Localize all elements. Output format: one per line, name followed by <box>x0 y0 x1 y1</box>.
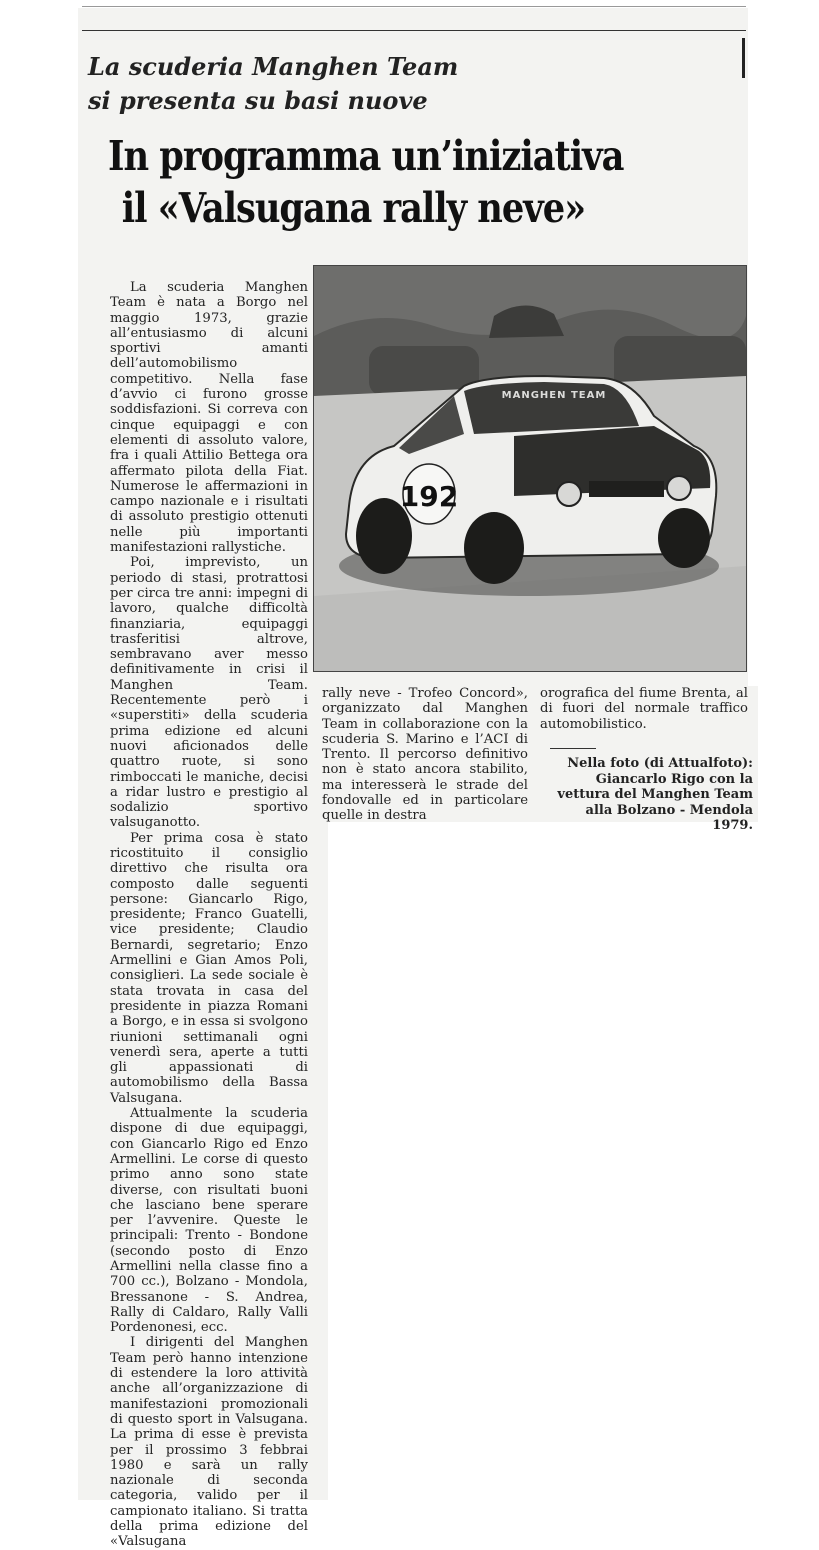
headline-line-1: In programma un’iniziativa <box>108 132 624 180</box>
clipping-edge-rule <box>82 6 746 7</box>
top-rule <box>82 30 746 31</box>
article-paragraph: Per prima cosa è stato ricostituito il consiglio direttivo che risulta ora composto dalle seguenti persone: Giancarlo Rigo, presidente; Franco Guatelli, vice presidente; Claudio Bernardi, segretario; Enzo Armellini e Gian Amos Poli, consiglieri. La sede sociale è stata trovata in casa del presidente in piazza Romani a Borgo, e in essa si svolgono riunioni settimanali ogni venerdì sera, aperte a tutti gli appassionati di automobilismo della Bassa Valsugana. <box>110 830 308 1106</box>
article-paragraph: rally neve - Trofeo Concord», organizzato dal Manghen Team in collaborazione con la scuderia S. Marino e l’ACI di Trento. Il percorso definitivo non è stato ancora stabilito, ma interesserà le strade del fondovalle ed in particolare quelle in destra <box>322 686 528 824</box>
edge-mark <box>742 38 745 78</box>
headline-line-2: il «Valsugana rally neve» <box>121 184 586 232</box>
article-paragraph: I dirigenti del Manghen Team però hanno intenzione di estendere la loro attività anche all’organizzazione di manifestazioni promozionali di questo sport in Valsugana. La prima di esse è prevista per il prossimo 3 febbrai 1980 e sarà un rally nazionale di seconda categoria, valido per il campionato italiano. Si tratta della prima edizione del «Valsugana <box>110 1335 308 1550</box>
article-paragraph: Poi, imprevisto, un periodo di stasi, protrattosi per circa tre anni: impegni di lavoro, qualche difficoltà finanziaria, equipaggi trasferitisi altrove, sembravano aver messo definitivamente in crisi il Manghen Team. Recentemente però i «superstiti» della scuderia prima edizione ed alcuni nuovi aficionados delle quattro ruote, si sono rimboccati le maniche, decisi a ridar lustro e prestigio al sodalizio sportivo valsuganotto. <box>110 555 308 831</box>
article-paragraph: orografica del fiume Brenta, al di fuori del normale traffico automobilistico. <box>540 686 748 732</box>
kicker-line-2: si presenta su basi nuove <box>88 86 428 115</box>
kicker <box>88 50 688 118</box>
rally-car-illustration <box>314 266 746 671</box>
kicker-line-1: La scuderia Manghen Team <box>88 52 459 81</box>
rally-car-photo <box>313 265 747 672</box>
photo-caption: Nella foto (di Attualfoto): Giancarlo Rigo con la vettura del Manghen Team alla Bolzano - Mendola 1979. <box>557 756 753 833</box>
article-paragraph: La scuderia Manghen Team è nata a Borgo nel maggio 1973, grazie all’entusiasmo di alcuni sportivi amanti dell’automobilismo competitivo. Nella fase d’avvio ci furono grosse soddisfazioni. Si correva con cinque equipaggi e con elementi di assoluto valore, fra i quali Attilio Bettega ora affermato pilota della Fiat. Numerose le affermazioni in campo nazionale e i risultati di assoluto prestigio ottenuti nelle più importanti manifestazioni rallystiche. <box>110 280 308 556</box>
article-column-1 <box>110 280 308 1550</box>
article-column-2 <box>322 686 528 824</box>
windshield-banner: MANGHEN TEAM <box>501 390 607 401</box>
article-paragraph: Attualmente la scuderia dispone di due equipaggi, con Giancarlo Rigo ed Enzo Armellini. Le corse di questo primo anno sono state diverse, con risultati buoni che lasciano bene sperare per l’avvenire. Queste le principali: Trento - Bondone (secondo posto di Enzo Armellini nella classe fino a 700 cc.), Bolzano - Mondola, Bressanone - S. Andrea, Rally di Caldaro, Rally Valli Pordenonesi, ecc. <box>110 1106 308 1336</box>
car-number: 192 <box>399 480 459 513</box>
article-column-3 <box>540 686 748 732</box>
caption-rule <box>550 748 596 749</box>
headline <box>108 130 658 234</box>
